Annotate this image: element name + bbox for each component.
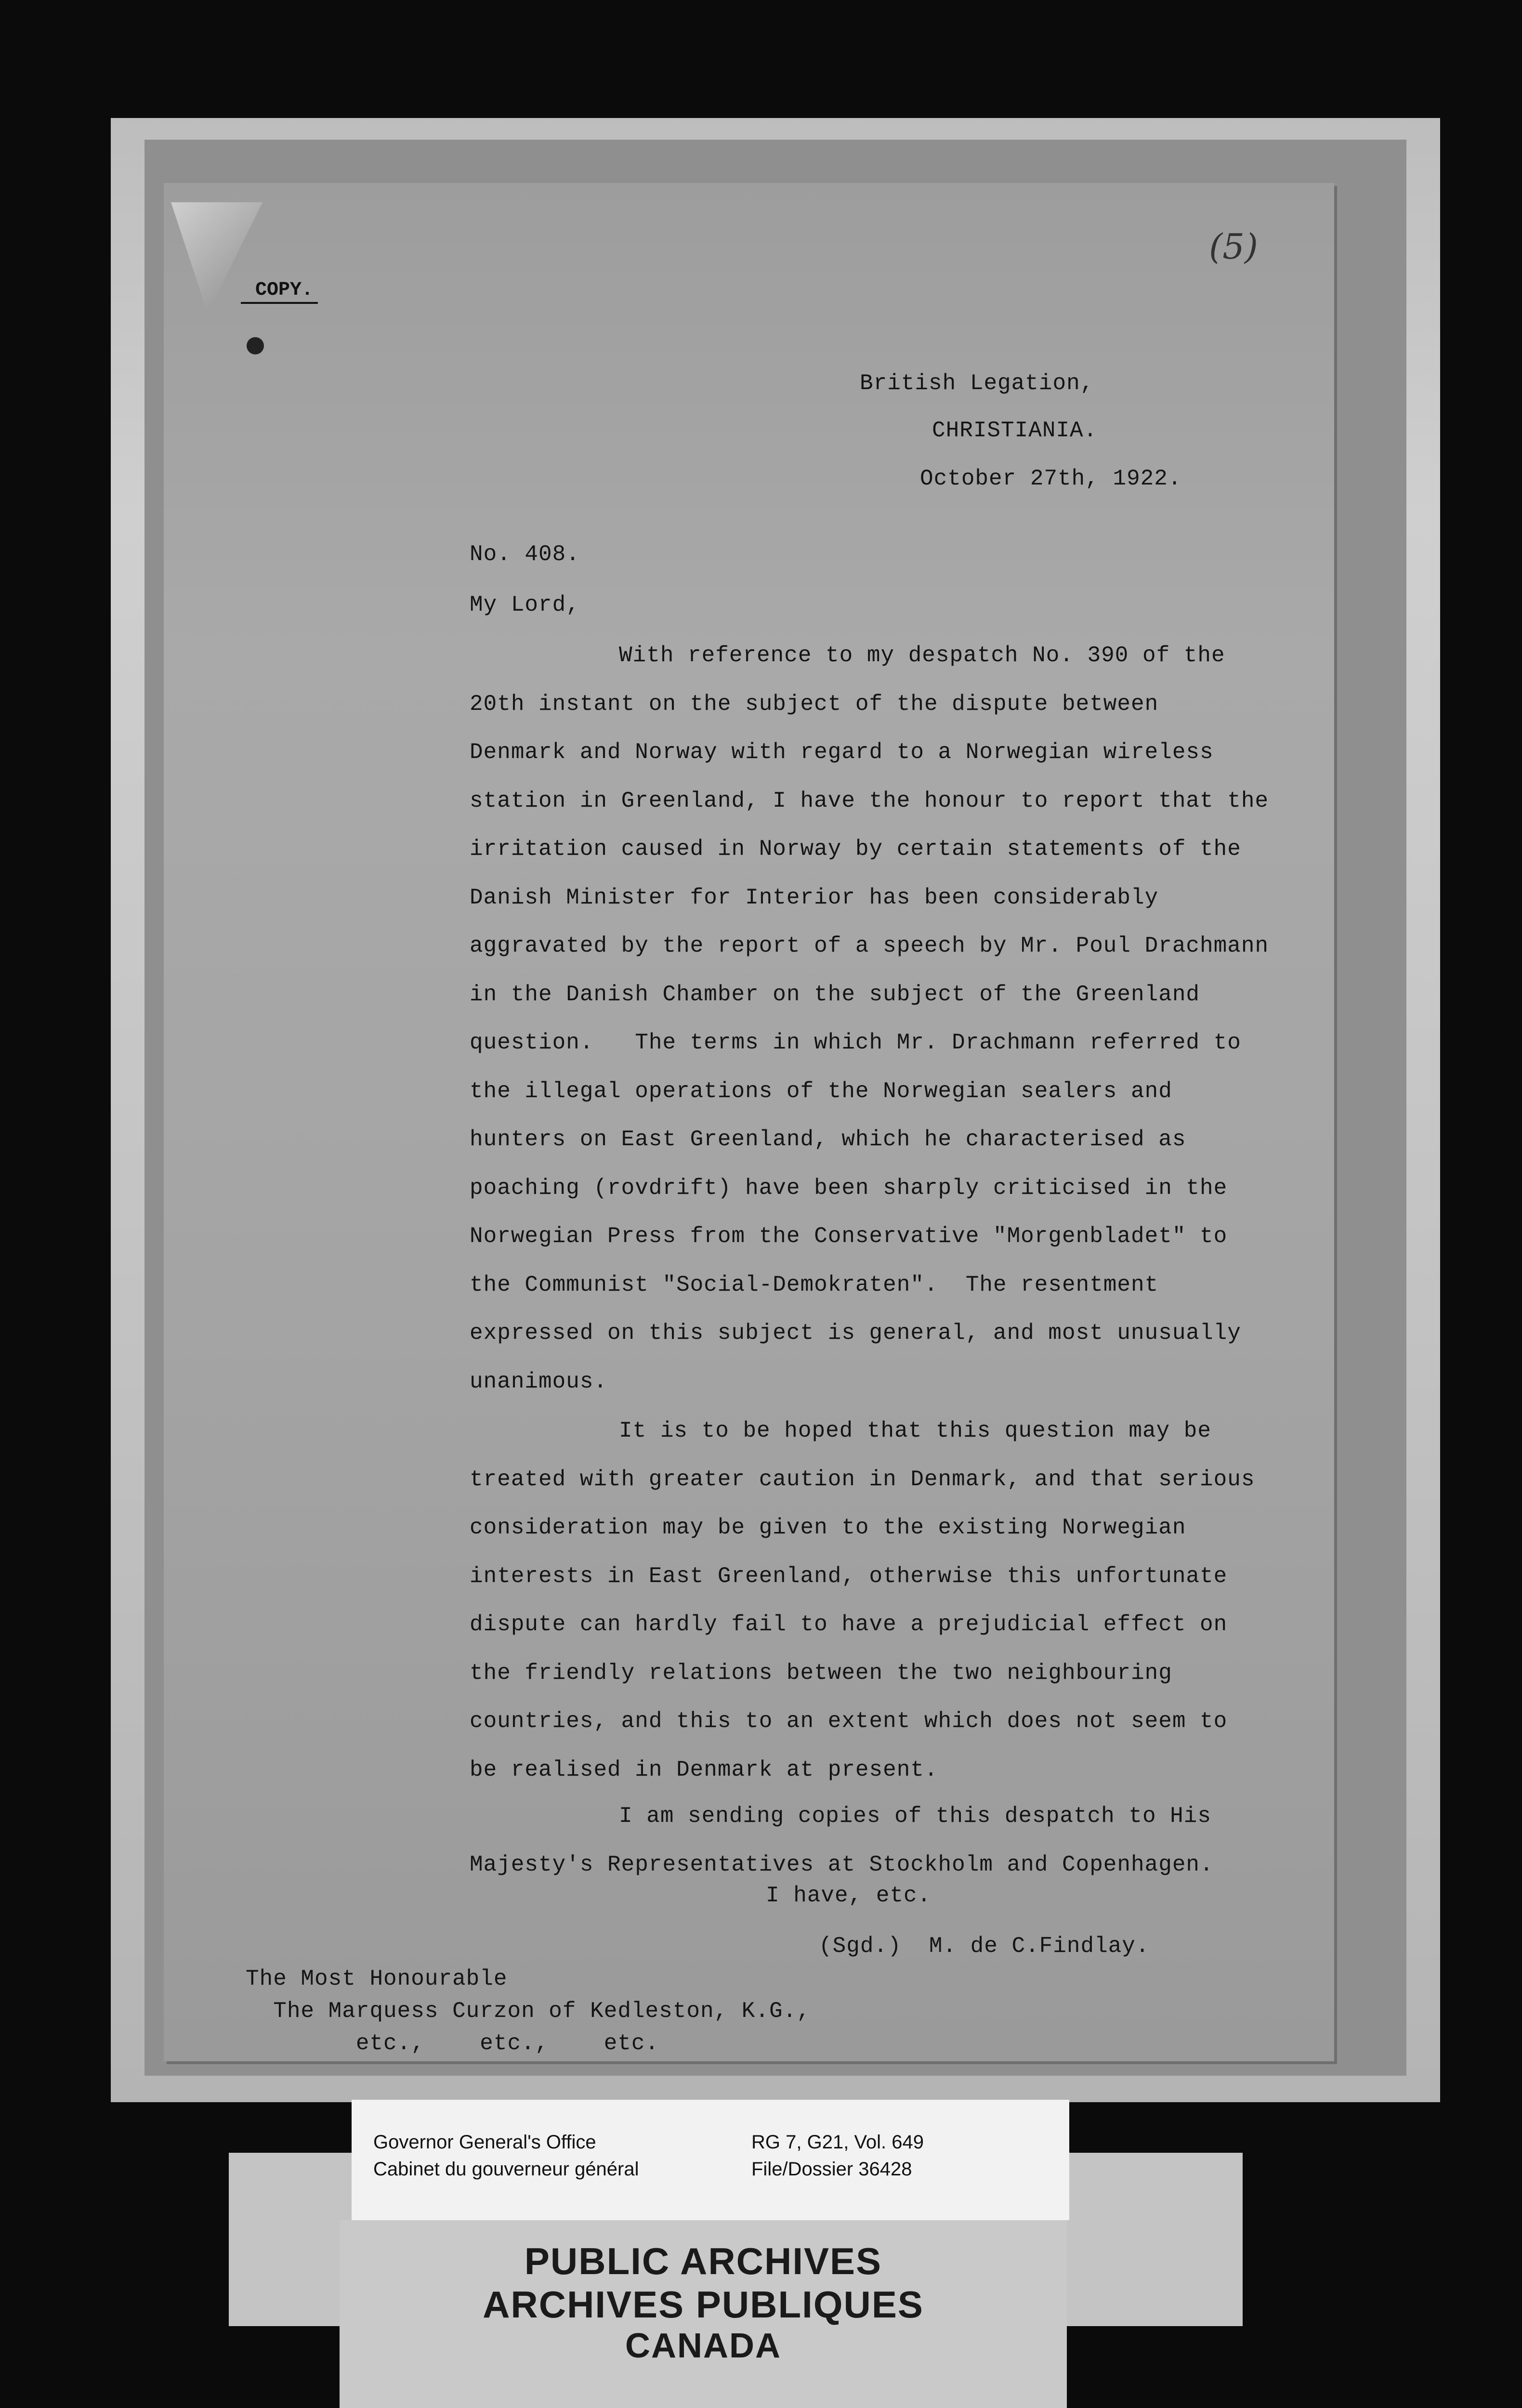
stamp-line: CANADA [625,2327,781,2365]
body-line: unanimous. [470,1369,608,1394]
office-column [373,2129,639,2183]
body-line: It is to be hoped that this question may be [619,1418,1211,1443]
body-line: consideration may be given to the existing Norwegian [470,1515,1186,1540]
page-number: (5) [1209,226,1258,267]
punch-hole [247,337,264,354]
body-line: With reference to my despatch No. 390 of the [619,643,1225,668]
copy-mark: COPY. [241,279,318,304]
body-line: station in Greenland, I have the honour to report that the [470,788,1269,813]
body-line: dispute can hardly fail to have a prejudicial effect on [470,1612,1228,1637]
archive-reference-label [352,2100,1069,2220]
body-line: Danish Minister for Interior has been considerably [470,885,1159,910]
body-line: 20th instant on the subject of the dispute between [470,692,1159,717]
body-line: the illegal operations of the Norwegian sealers and [470,1079,1172,1104]
body-line: in the Danish Chamber on the subject of the Greenland [470,982,1200,1007]
signature: (Sgd.) M. de C.Findlay. [819,1934,1150,1959]
stamp-line: PUBLIC ARCHIVES [524,2240,882,2282]
body-line: the friendly relations between the two neighbouring [470,1661,1172,1686]
body-line: irritation caused in Norway by certain statements of the [470,837,1241,862]
body-line: hunters on East Greenland, which he characterised as [470,1127,1186,1152]
body-line: be realised in Denmark at present. [470,1757,938,1782]
body-line: expressed on this subject is general, and most unusually [470,1321,1241,1346]
date-line: October 27th, 1922. [920,466,1182,491]
office-english: Governor General's Office [373,2132,596,2153]
body-line: interests in East Greenland, otherwise this unfortunate [470,1564,1228,1589]
closing: I have, etc. [766,1883,932,1908]
file-number: File/Dossier 36428 [751,2159,912,2180]
body-line: poaching (rovdrift) have been sharply criticised in the [470,1176,1228,1201]
body-line: countries, and this to an extent which does not seem to [470,1709,1228,1734]
body-line: Majesty's Representatives at Stockholm and Copenhagen. [470,1852,1214,1877]
addressee-line: The Most Honourable [246,1966,508,1991]
body-line: treated with greater caution in Denmark, and that serious [470,1467,1255,1492]
body-line: Denmark and Norway with regard to a Norwegian wireless [470,740,1214,765]
body-line: the Communist "Social-Demokraten". The resentment [470,1272,1159,1297]
reference-column [751,2129,924,2183]
body-line: I am sending copies of this despatch to His [619,1804,1211,1829]
body-line: aggravated by the report of a speech by Mr. Poul Drachmann [470,933,1269,958]
archive-stamp-area [340,2220,1067,2408]
city-line: CHRISTIANIA. [932,418,1098,443]
stamp-line: ARCHIVES PUBLIQUES [483,2283,924,2326]
office-french: Cabinet du gouverneur général [373,2159,639,2180]
record-group: RG 7, G21, Vol. 649 [751,2132,924,2153]
salutation: My Lord, [470,592,580,617]
body-line: Norwegian Press from the Conservative "Morgenbladet" to [470,1224,1228,1249]
legation-line: British Legation, [860,371,1094,396]
addressee-line: The Marquess Curzon of Kedleston, K.G., [246,1999,811,2024]
body-line: question. The terms in which Mr. Drachmann referred to [470,1030,1241,1055]
addressee-line: etc., etc., etc. [246,2031,659,2056]
despatch-number: No. 408. [470,542,580,567]
